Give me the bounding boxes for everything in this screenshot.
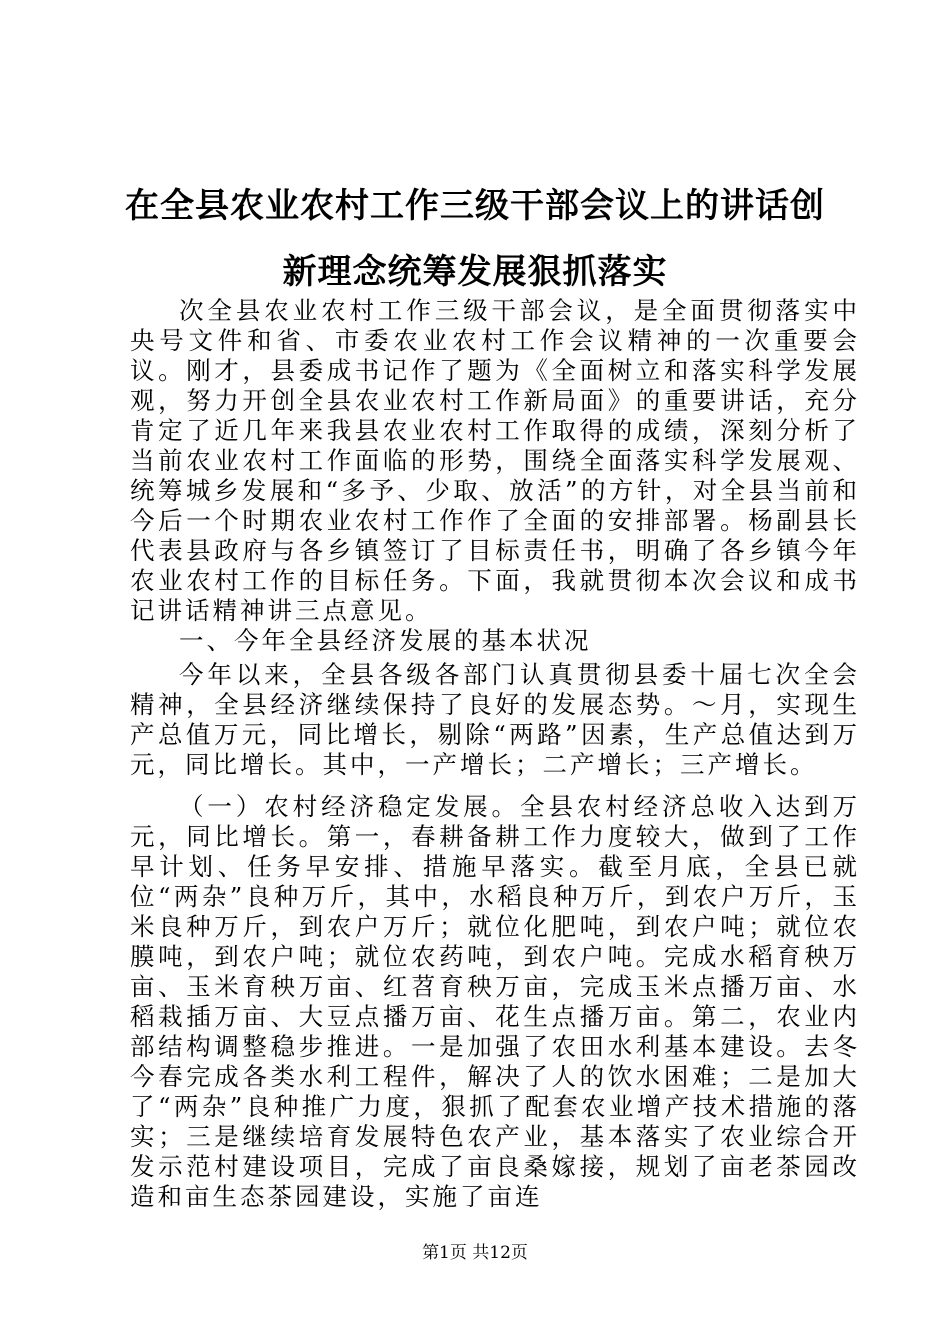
section-heading: 一、今年全县经济发展的基本状况 [179, 626, 592, 655]
intro-paragraph: 次全县农业农村工作三级干部会议，是全面贯彻落实中央号文件和省、市委农业农村工作会议精神的一次重要会议。刚才，县委成书记作了题为《全面树立和落实科学发展观，努力开创全县农业农村工作新局面》的重要讲话，充分肯定了近几年来我县农业农村工作取得的成绩，深刻分析了当前农业农村工作面临的形势，围绕全面落实科学发展观、统筹城乡发展和“多予、少取、放活”的方针，对全县当前和今后一个时期农业农村工作作了全面的安排部署。杨副县长代表县政府与各乡镇签订了目标责任书，明确了各乡镇今年农业农村工作的目标任务。下面，我就贯彻本次会议和成书记讲话精神讲三点意见。 [130, 296, 860, 625]
document-title-line-1: 在全县农业农村工作三级干部会议上的讲话创 [125, 186, 825, 226]
document-title-line-2: 新理念统筹发展狠抓落实 [282, 252, 668, 292]
page-number-footer: 第1页 共12页 [422, 1243, 528, 1263]
economy-paragraph: 今年以来，全县各级各部门认真贯彻县委十届七次全会精神，全县经济继续保持了良好的发展态势。～月，实现生产总值万元，同比增长，剔除“两路”因素，生产总值达到万元，同比增长。其中，一产增长；二产增长；三产增长。 [130, 660, 860, 779]
rural-economy-paragraph: （一）农村经济稳定发展。全县农村经济总收入达到万元，同比增长。第一，春耕备耕工作力度较大，做到了工作早计划、任务早安排、措施早落实。截至月底，全县已就位“两杂”良种万斤，其中，水稻良种万斤，到农户万斤，玉米良种万斤，到农户万斤；就位化肥吨，到农户吨；就位农膜吨，到农户吨；就位农药吨，到农户吨。完成水稻育秧万亩、玉米育秧万亩、红苕育秧万亩，完成玉米点播万亩、水稻栽插万亩、大豆点播万亩、花生点播万亩。第二，农业内部结构调整稳步推进。一是加强了农田水利基本建设。去冬今春完成各类水利工程件，解决了人的饮水困难；二是加大了“两杂”良种推广力度，狠抓了配套农业增产技术措施的落实；三是继续培育发展特色农产业，基本落实了农业综合开发示范村建设项目，完成了亩良桑嫁接，规划了亩老茶园改造和亩生态茶园建设，实施了亩连 [130, 792, 860, 1211]
